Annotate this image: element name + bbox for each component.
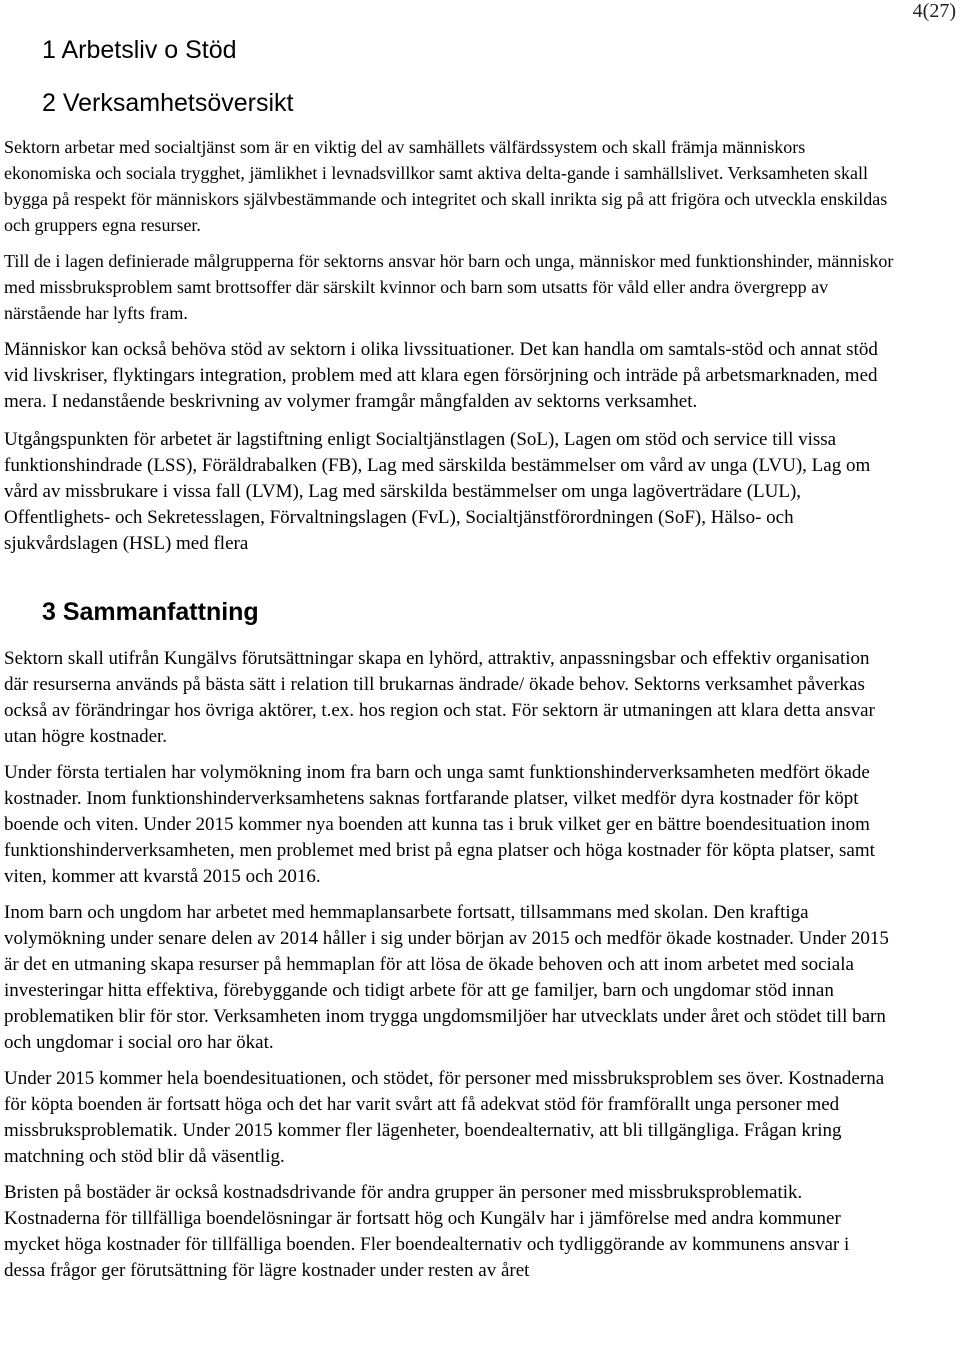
overview-section <box>4 134 894 326</box>
heading-arbetsliv: 1 Arbetsliv o Stöd <box>42 36 237 64</box>
summary-paragraph-3: Inom barn och ungdom har arbetet med hemmaplansarbete fortsatt, tillsammans med skolan. Den kraftiga volymökning under senare delen av 2014 håller i sig under början av 2015 och medför ökade kostnader. Under 2015 är det en utmaning skapa resurser på hemmaplan för att lösa de ökade behoven och att inom arbetet med sociala investeringar hitta effektiva, förebyggande och tidigt arbete för att ge familjer, barn och ungdomar stöd innan problematiken blir för stor. Verksamheten inom trygga ungdomsmiljöer har utvecklats under året och stödet till barn och ungdomar i social oro har ökat. <box>4 902 889 1053</box>
page-number: 4(27) <box>912 0 956 22</box>
summary-paragraph-1: Sektorn skall utifrån Kungälvs förutsättningar skapa en lyhörd, attraktiv, anpassningsbar och effektiv organisation där resurserna används på bästa sätt i relation till brukarnas ändrade/ ökade behov. Sektorns verksamhet påverkas också av förändringar hos övriga aktörer, t.ex. hos region och stat. För sektorn är utmaningen att klara detta ansvar utan högre kostnader. <box>4 648 875 747</box>
summary-paragraph-2: Under första tertialen har volymökning inom fra barn och unga samt funktionshinderverksamheten medfört ökade kostnader. Inom funktionshinderverksamhetens saknas fortfarande platser, vilket medför dyra kostnader för köpt boende och viten. Under 2015 kommer nya boenden att kunna tas i bruk vilket ger en bättre boendesituation inom funktionshinderverksamheten, men problemet med brist på egna platser och höga kostnader för köpta platser, samt viten, kommer att kvarstå 2015 och 2016. <box>4 762 875 887</box>
heading-sammanfattning: 3 Sammanfattning <box>42 598 259 626</box>
overview-section-2 <box>4 337 894 557</box>
overview-paragraph-2: Till de i lagen definierade målgrupperna för sektorns ansvar hör barn och unga, människor med funktionshinder, människor med missbruksproblem samt brottsoffer där särskilt kvinnor och barn som utsatts för våld eller andra övergrepp av närstående har lyfts fram. <box>4 251 894 323</box>
summary-section <box>4 646 894 1284</box>
overview-paragraph-1: Sektorn arbetar med socialtjänst som är en viktig del av samhällets välfärdssystem och skall främja människors ekonomiska och sociala trygghet, jämlikhet i levnadsvillkor samt aktiva delta-gande i samhällslivet. Verksamheten skall bygga på respekt för människors självbestämmande och integritet och skall inrikta sig på att frigöra och utveckla enskildas och gruppers egna resurser. <box>4 137 888 235</box>
summary-paragraph-5: Bristen på bostäder är också kostnadsdrivande för andra grupper än personer med missbruksproblematik. Kostnaderna för tillfälliga boendelösningar är fortsatt hög och Kungälv har i jämförelse med andra kommuner mycket höga kostnader för tillfälliga boenden. Fler boendealternativ och tydliggörande av kommunens ansvar i dessa frågor ger förutsättning för lägre kostnader under resten av året <box>4 1182 850 1281</box>
heading-verksamhetsoversikt: 2 Verksamhetsöversikt <box>42 89 294 117</box>
overview-paragraph-4: Utgångspunkten för arbetet är lagstiftning enligt Socialtjänstlagen (SoL), Lagen om stöd och service till vissa funktionshindrade (LSS), Föräldrabalken (FB), Lag med särskilda bestämmelser om vård av unga (LVU), Lag om vård av missbrukare i vissa fall (LVM), Lag med särskilda bestämmelser om unga lagöverträdare (LUL), Offentlighets- och Sekretesslagen, Förvaltningslagen (FvL), Socialtjänstförordningen (SoF), Hälso- och sjukvårdslagen (HSL) med flera <box>4 429 871 554</box>
overview-paragraph-3: Människor kan också behöva stöd av sektorn i olika livssituationer. Det kan handla om samtals-stöd och annat stöd vid livskriser, flyktingars integration, problem med att klara egen försörjning och inträde på arbetsmarknaden, med mera. I nedanstående beskrivning av volymer framgår mångfalden av sektorns verksamhet. <box>4 339 878 412</box>
summary-paragraph-4: Under 2015 kommer hela boendesituationen, och stödet, för personer med missbruksproblem ses över. Kostnaderna för köpta boenden är fortsatt höga och det har varit svårt att få adekvat stöd för framförallt unga personer med missbruksproblematik. Under 2015 kommer fler lägenheter, boendealternativ, att bli tillgängliga. Frågan kring matchning och stöd blir då väsentlig. <box>4 1068 885 1167</box>
